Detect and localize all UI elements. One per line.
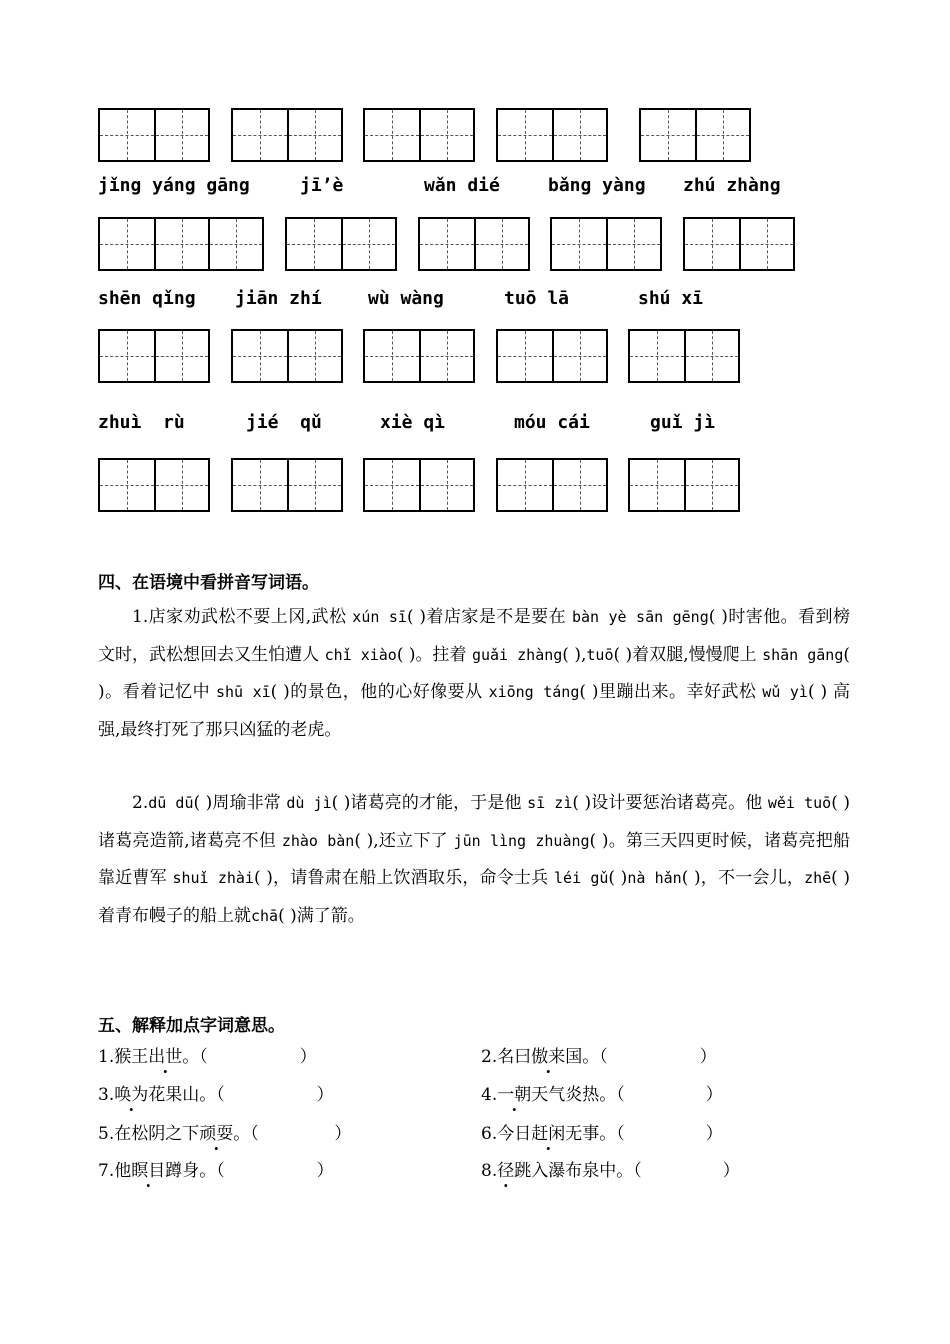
char-box-group[interactable] <box>496 329 608 383</box>
dotted-word: 顽耍 <box>199 1124 234 1144</box>
pinyin-label: bǎng yàng <box>548 175 646 196</box>
pinyin-label: wǎn dié <box>424 175 500 196</box>
answer-blank[interactable]: ( ) <box>608 868 628 889</box>
char-box-group[interactable] <box>363 458 475 512</box>
pinyin-label: jié qǔ <box>246 412 322 433</box>
question-text: 8. <box>481 1161 498 1181</box>
pinyin-prompt: dù jì <box>286 794 332 812</box>
section-4-paragraph-1 <box>98 599 850 749</box>
pinyin-label: jī’è <box>300 175 344 196</box>
char-box-group[interactable] <box>98 108 210 162</box>
char-box-group[interactable] <box>285 217 397 271</box>
pinyin-prompt: chǐ xiào <box>324 645 397 664</box>
char-box-group[interactable] <box>683 217 795 271</box>
answer-blank[interactable]: 花果山。（ ） <box>148 1085 334 1105</box>
pinyin-prompt: xún sī <box>352 608 407 626</box>
answer-blank[interactable]: ( )。拄着 <box>396 644 472 665</box>
pinyin-label: móu cái <box>514 412 590 433</box>
char-box-group[interactable] <box>550 217 662 271</box>
answer-blank[interactable]: ( ),还立下了 <box>354 830 454 851</box>
answer-blank[interactable]: ( )诸葛亮造箭,诸葛亮不但 <box>98 793 850 851</box>
pinyin-row-3 <box>0 412 950 442</box>
question-1[interactable] <box>98 1042 317 1067</box>
pinyin-label: jǐng yáng gāng <box>98 175 250 196</box>
pinyin-label: zhuì rù <box>98 412 185 433</box>
answer-blank[interactable]: ( )着青布幔子的船上就 <box>98 868 851 926</box>
dotted-word: 径 <box>497 1161 515 1181</box>
question-text: 7.他 <box>98 1161 132 1181</box>
char-box-group[interactable] <box>628 458 740 512</box>
question-7[interactable] <box>98 1156 334 1181</box>
answer-blank[interactable]: 。（ ） <box>233 1124 352 1144</box>
answer-blank[interactable]: ( )里蹦出来。幸好武松 <box>579 682 763 703</box>
pinyin-prompt: nà hǎn <box>627 869 682 888</box>
pinyin-prompt: guǎi zhàng <box>471 645 563 664</box>
question-text: 4. <box>481 1085 498 1105</box>
pinyin-label: shēn qǐng <box>98 288 196 309</box>
answer-blank[interactable]: ( ), <box>562 644 587 665</box>
pinyin-row-2 <box>0 288 950 318</box>
answer-blank[interactable]: 国。（ ） <box>565 1047 717 1067</box>
pinyin-prompt: léi gǔ <box>554 869 609 888</box>
char-box-group[interactable] <box>98 329 210 383</box>
pinyin-prompt: tuō <box>586 645 614 664</box>
answer-blank[interactable]: ( )，不一会儿， <box>681 868 805 889</box>
question-3[interactable] <box>98 1080 334 1105</box>
answer-blank[interactable]: ( ) 高强,最终打死了那只凶猛的老虎。 <box>98 682 851 740</box>
pinyin-prompt: shuǐ zhài <box>172 869 254 888</box>
question-5[interactable] <box>98 1119 351 1144</box>
pinyin-prompt: jūn lìng zhuàng <box>453 831 590 850</box>
section-4-paragraph-2 <box>98 785 850 935</box>
pinyin-prompt: zhē <box>804 869 832 888</box>
dotted-word: 傲来 <box>531 1047 566 1067</box>
answer-blank[interactable]: ( )诸葛亮的才能，于是他 <box>331 793 528 813</box>
pinyin-label: xiè qì <box>380 412 446 433</box>
pinyin-label: shú xī <box>638 288 704 309</box>
question-2[interactable] <box>481 1042 717 1067</box>
char-box-group[interactable] <box>363 108 475 162</box>
pinyin-prompt: shān gāng <box>762 645 844 664</box>
char-box-group[interactable] <box>231 458 343 512</box>
answer-blank[interactable]: 。（ ） <box>182 1047 317 1067</box>
char-box-group[interactable] <box>231 108 343 162</box>
pinyin-prompt: dū dū <box>148 794 194 812</box>
answer-blank[interactable]: ( )周瑜非常 <box>193 793 287 813</box>
question-text: 5.在松阴之下 <box>98 1124 200 1144</box>
pinyin-prompt: xiōng táng <box>488 683 580 702</box>
answer-blank[interactable]: ( )时害他。看到榜文时，武松想回去又生怕遭人 <box>98 607 850 665</box>
pinyin-label: tuō lā <box>504 288 570 309</box>
question-6[interactable] <box>481 1119 723 1144</box>
answer-blank[interactable]: ( )满了箭。 <box>278 905 365 926</box>
question-8[interactable] <box>481 1156 740 1181</box>
section-4-title: 四、在语境中看拼音写词语。 <box>98 573 319 593</box>
answer-blank[interactable]: 蹲身。（ ） <box>165 1161 334 1181</box>
answer-blank[interactable]: 跳入瀑布泉中。（ ） <box>514 1161 740 1181</box>
answer-blank[interactable]: 天气炎热。（ ） <box>531 1085 723 1105</box>
pinyin-label: wù wàng <box>368 288 444 309</box>
pinyin-label: guǐ jì <box>650 412 716 433</box>
pinyin-label: jiān zhí <box>235 288 322 309</box>
answer-blank[interactable]: ( )。看着记忆中 <box>98 644 851 703</box>
pinyin-prompt: sī zì <box>527 794 573 812</box>
dotted-word: 赶闲 <box>531 1124 566 1144</box>
question-text: 6.今日 <box>481 1124 532 1144</box>
pinyin-prompt: bàn yè sān gēng <box>571 608 709 626</box>
char-box-group[interactable] <box>628 329 740 383</box>
pinyin-label: zhú zhàng <box>683 175 781 196</box>
pinyin-prompt: shū xī <box>215 683 271 702</box>
char-box-group[interactable] <box>496 458 608 512</box>
dotted-word: 一朝 <box>497 1085 532 1105</box>
question-text: 1.猴王 <box>98 1047 149 1067</box>
section-5-title: 五、解释加点字词意思。 <box>98 1016 285 1036</box>
char-box-group[interactable] <box>98 217 264 271</box>
char-box-group[interactable] <box>231 329 343 383</box>
char-box-group[interactable] <box>639 108 751 162</box>
text-run: 2. <box>132 793 149 813</box>
answer-blank[interactable]: ( )，请鲁肃在船上饮酒取乐，命令士兵 <box>253 868 555 889</box>
char-box-group[interactable] <box>418 217 530 271</box>
answer-blank[interactable]: ( )的景色，他的心好像要从 <box>270 682 489 703</box>
pinyin-prompt: zhào bàn <box>281 831 355 850</box>
char-box-group[interactable] <box>363 329 475 383</box>
answer-blank[interactable]: ( )着双腿,慢慢爬上 <box>613 644 763 665</box>
char-box-group[interactable] <box>98 458 210 512</box>
question-text: 2.名曰 <box>481 1047 532 1067</box>
char-box-group[interactable] <box>496 108 608 162</box>
pinyin-prompt: wǔ yì <box>762 683 808 702</box>
question-4[interactable] <box>481 1080 723 1105</box>
pinyin-row-1 <box>0 175 950 205</box>
text-run: 1.店家劝武松不要上冈,武松 <box>132 607 353 627</box>
question-text: 3. <box>98 1085 115 1105</box>
answer-blank[interactable]: ( )。第三天四更时候，诸葛亮把船靠近曹军 <box>98 830 850 889</box>
answer-blank[interactable]: 无事。（ ） <box>565 1124 723 1144</box>
dotted-word: 瞑目 <box>131 1161 166 1181</box>
dotted-word: 出世 <box>148 1047 183 1067</box>
pinyin-prompt: chā <box>251 906 279 925</box>
answer-blank[interactable]: ( )着店家是不是要在 <box>406 607 572 627</box>
answer-blank[interactable]: ( )设计要惩治诸葛亮。他 <box>572 793 768 813</box>
dotted-word: 唤为 <box>114 1085 149 1105</box>
pinyin-prompt: wěi tuō <box>767 794 832 812</box>
